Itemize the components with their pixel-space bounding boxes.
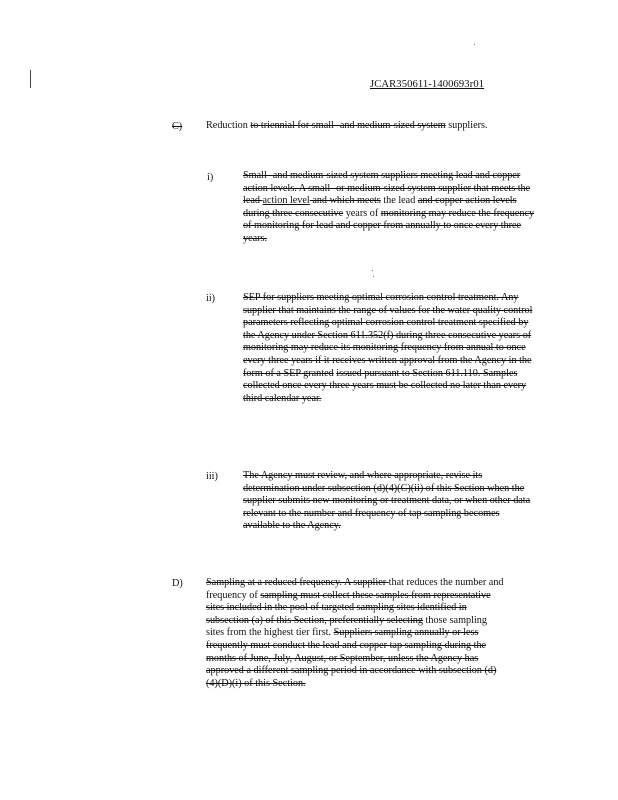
text-run: those sampling sites from the highest tier first. xyxy=(206,614,487,639)
section-label-d: D) xyxy=(172,578,183,589)
text-run: pursuant to Section 611.110. Samples collected once every three years must be collected no later than every third calendar year. xyxy=(243,367,527,404)
subsection-label-ii: ii) xyxy=(206,293,216,304)
text-run: years of xyxy=(343,207,381,219)
text-run: Reduction xyxy=(206,120,251,131)
text-run: monitoring may reduce the frequency of monitoring for lead and copper from annually to once every three years. xyxy=(243,207,535,244)
text-run: SEP for suppliers meeting optimal corrosion control treatment. Any supplier that maintains the range of values for the water quality control parameters reflecting optimal corrosion control treatment specified by the Agency under Section 611.352(f) during three consecutive years of monitoring may reduce its monitoring frequency from annual to once every three years if it receives written approval from the Agency in the form of a SEP granted xyxy=(243,292,533,379)
text-run: that reduces the number and frequency of xyxy=(206,577,504,601)
text-run: Small- and medium-sized system suppliers meeting lead and copper action levels. A small- or medium-sized system supplier that meets the lead xyxy=(243,170,531,207)
scan-speck xyxy=(474,44,475,45)
text-run: suppliers. xyxy=(445,120,488,131)
text-run: Suppliers sampling annually or less frequently must conduct the lead and copper tap sampling during the months of June, July, August, or September, unless the Agency has approved a different sampling period in accordance with subsection (d)(4)(D)(i) of this Section. xyxy=(206,627,497,689)
subsection-ii-text xyxy=(243,292,535,405)
subsection-iii-text xyxy=(243,470,535,533)
text-run: Sampling at a reduced frequency. A supplier xyxy=(206,577,389,588)
text-run: action level xyxy=(262,195,310,207)
scan-speck xyxy=(373,276,374,277)
text-run: the lead xyxy=(380,195,418,207)
scan-speck xyxy=(372,270,373,271)
section-label-c: C) xyxy=(172,121,183,132)
text-run: issued xyxy=(336,367,362,379)
margin-mark xyxy=(30,70,31,88)
subsection-label-i: i) xyxy=(207,172,214,183)
section-d-text xyxy=(206,577,506,690)
text-run: and copper action levels during three consecutive xyxy=(243,195,517,219)
text-run: to triennial for small- and medium-sized system xyxy=(250,120,446,131)
subsection-i-text xyxy=(243,170,535,246)
text-run: and which meets xyxy=(309,195,381,207)
text-run: sampling must collect these samples from representative sites included in the pool of targeted sampling sites identified in subsection (a) of this Section, preferentially selecting xyxy=(206,589,491,626)
document-id: JCAR350611-1400693r01 xyxy=(370,79,485,90)
subsection-label-iii: iii) xyxy=(206,471,218,482)
section-c-text xyxy=(206,120,498,133)
text-run: The Agency must review, and where appropriate, revise its determination under subsection (d)(4)(C)(ii) of this Section when the supplier submits new monitoring or treatment data, or when other data relevant to the number and frequency of tap sampling becomes available to the Agency. xyxy=(243,470,531,532)
